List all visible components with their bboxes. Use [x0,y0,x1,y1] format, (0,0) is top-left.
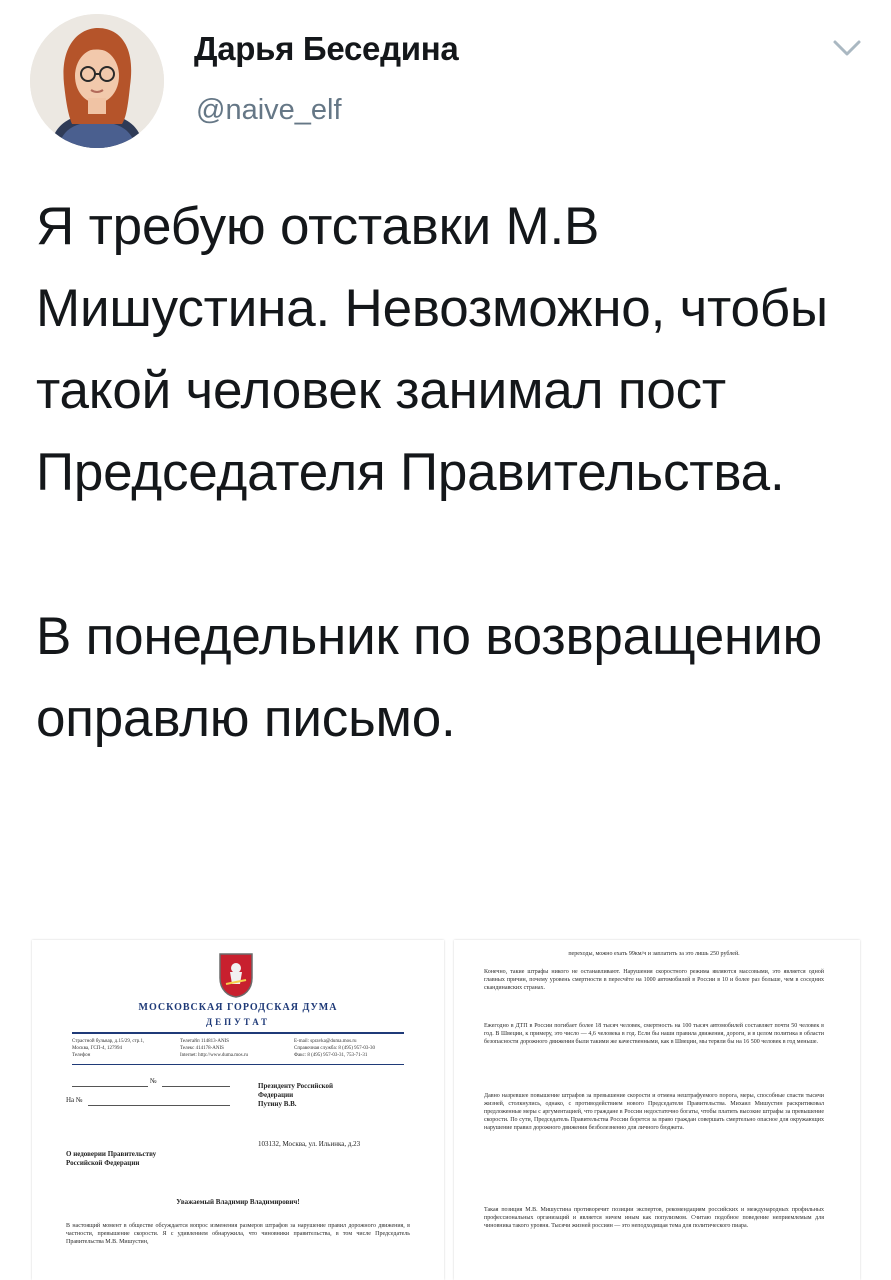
number-line-b [162,1086,230,1087]
avatar-photo [30,14,164,148]
letter-page-2-image[interactable] [454,940,860,1280]
header-rule-2 [72,1064,404,1065]
letter-body-page-2-p1: переходы, можно ехать 99км/ч и заплатить за это лишь 250 рублей. [568,951,740,957]
on-number-line [88,1105,230,1106]
letter-page-1-image[interactable] [32,940,444,1280]
letter-subject: О недоверии Правительству Российской Федерации [66,1150,157,1167]
letter-body-page-2-p5: Такая позиция М.В. Мишустина противоречит позиции экспертов, рекомендациям российских и международных профильных профессиональных организаций и является ничем иным как популизмом. Считаю подобное поведение неприемлемым для чиновника такого уровня. Тысячи жизней россиян — это неподходящая тема для политического пиара. [484,1207,824,1229]
moscow-coat-of-arms-icon [216,950,256,998]
avatar[interactable] [30,14,164,148]
letter-greeting: Уважаемый Владимир Владимирович! [176,1198,300,1206]
header-rule [72,1032,404,1034]
tweet-paragraph-2: В понедельник по возвращению оправлю письмо. [36,607,823,748]
letter-address: 103132, Москва, ул. Ильинка, д.23 [258,1140,361,1148]
letter-number-label: № [150,1077,157,1085]
letter-body-page-2-p4: Давно назревшее повышение штрафов за превышение скорости и отмена нештрафуемого порога, меры, способные спасти тысячи жизней, столкнулись, однако, с противодействием нового Председателя Правительства. Михаил Мишустин раскритиковал предложенные меры с аргументацией, что граждане в России недостаточно богаты, чтобы платить высокие штрафы за превышение скорости. По сути, Председатель Правительства России борется за право граждан совершать смертельно опасное для окружающих нарушение правил дорожного движения безболезненно для личного бюджета. [484,1093,824,1131]
more-options-button[interactable] [832,36,862,60]
chevron-down-icon [832,36,862,60]
letter-body-page-2-p2: Конечно, такие штрафы никого не останавливают. Нарушения скоростного режима являются массовыми, это является одной главных причин, почему уровень смертности в пересчёте на 1000 автомобилей в России в 10 и более раз больше, чем в соседних скандинавских странах. [484,969,824,991]
author-name[interactable]: Дарья Беседина [194,30,459,67]
letter-contacts-left: Страстной бульвар, д.15/29, стр.1, Москва, ГСП-4, 127994 Телефон [72,1039,145,1058]
tweet-paragraph-1: Я требую отставки М.В Мишустина. Невозможно, чтобы такой человек занимал пост Председателя Правительства. [36,197,828,502]
letter-addressee: Президенту Российской Федерации Путину В.В. [258,1082,334,1108]
letter-on-number-label: На № [66,1096,83,1104]
letter-contacts-mid: Телетайп 114813-ANIS Телекс 414178-ANIS Internet: http://www.duma.mos.ru [180,1039,248,1058]
letter-body-page-1: В настоящий момент в обществе обсуждается вопрос изменения размеров штрафов за нарушение правил дорожного движения, в частности, превышение скорости. Я с удивлением обнаружила, что чиновники правительства, в том числе Председатель Правительства М.В. Мишустин, [66,1223,410,1245]
author-handle[interactable]: @naive_elf [196,94,342,126]
letter-org-title: МОСКОВСКАЯ ГОРОДСКАЯ ДУМА [138,1002,338,1013]
letter-body-page-2-p3: Ежегодно в ДТП в России погибает более 18 тысяч человек, смертность на 100 тысяч автомобилей составляет почти 50 человек в год. В Швеции, к примеру, это число — 4,6 человека в год. Если бы наши правила движения, дороги, и в целом политика в области безопасности дорожного движения были такими же качественными, как в Швеции, мы теряли бы на 16 500 человек в год меньше. [484,1023,824,1045]
letter-contacts-right: E-mail: spravka@duma.mos.ru Справочная служба: 8 (495) 957-03-30 Факс: 8 (495) 957-03-31, 753-71-31 [294,1039,375,1058]
letter-org-subtitle: ДЕПУТАТ [205,1017,271,1027]
tweet-text [36,186,866,760]
number-line-a [72,1086,148,1087]
